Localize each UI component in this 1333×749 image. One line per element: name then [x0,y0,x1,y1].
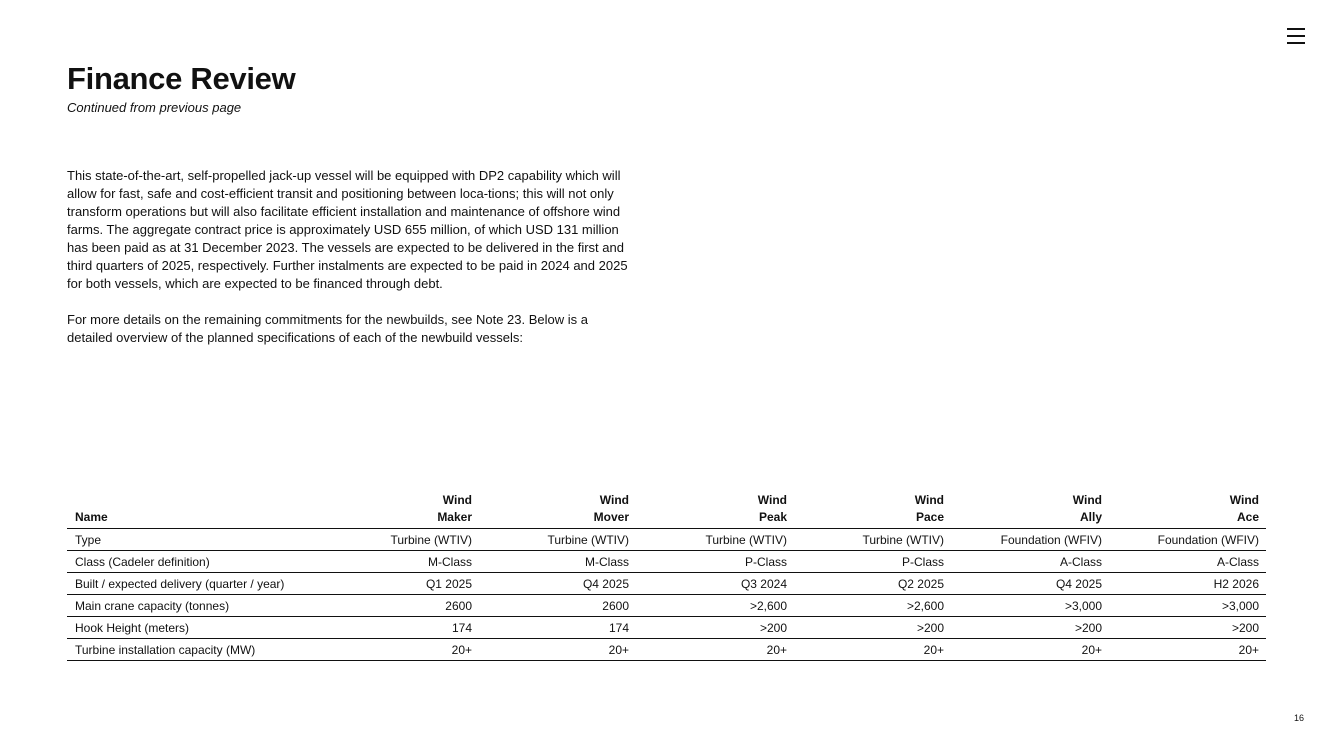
column-header-vessel: Wind Maker [357,491,479,529]
table-header-row [67,491,1266,529]
body-paragraph: This state-of-the-art, self-propelled jack-up vessel will be equipped with DP2 capability which will allow for fast, safe and cost-efficient transit and positioning between loca-tions; this will not only transform operations but will also facilitate efficient installation and maintenance of offshore wind farms. The aggregate contract price is approximately USD 655 million, of which USD 131 million has been paid as at 31 December 2023. The vessels are expected to be delivered in the first and third quarters of 2025, respectively. Further instalments are expected to be paid in 2024 and 2025 for both vessels, which are expected to be financed through debt. [67,168,628,291]
table-cell: >3,000 [1109,595,1266,617]
table-cell: >200 [951,617,1109,639]
table-cell: Foundation (WFIV) [951,529,1109,551]
column-header-vessel: Wind Pace [794,491,951,529]
table-cell: Turbine (WTIV) [794,529,951,551]
table-cell: 2600 [357,595,479,617]
table-cell: M-Class [357,551,479,573]
table-cell: H2 2026 [1109,573,1266,595]
column-header-vessel: Wind Ace [1109,491,1266,529]
body-paragraph: For more details on the remaining commitments for the newbuilds, see Note 23. Below is a detailed overview of the planned specifications of each of the newbuild vessels: [67,312,588,345]
table-cell: Q4 2025 [479,573,636,595]
table-cell: 174 [479,617,636,639]
hamburger-menu-icon[interactable] [1287,27,1305,44]
vessel-specifications-table [67,491,1266,661]
row-label: Hook Height (meters) [67,617,357,639]
table-cell: A-Class [951,551,1109,573]
table-cell: M-Class [479,551,636,573]
table-cell: 20+ [794,639,951,661]
table-row [67,529,1266,551]
body-text [67,167,637,365]
table-cell: 20+ [1109,639,1266,661]
table-row [67,617,1266,639]
table-cell: A-Class [1109,551,1266,573]
table-cell: 20+ [636,639,794,661]
table-cell: Q3 2024 [636,573,794,595]
table-cell: Q1 2025 [357,573,479,595]
row-label: Built / expected delivery (quarter / year) [67,573,357,595]
table-cell: >200 [794,617,951,639]
table-cell: >2,600 [636,595,794,617]
table-cell: 174 [357,617,479,639]
column-header-vessel: Wind Peak [636,491,794,529]
row-label: Main crane capacity (tonnes) [67,595,357,617]
table-cell: 20+ [951,639,1109,661]
table-cell: Foundation (WFIV) [1109,529,1266,551]
table-cell: >200 [636,617,794,639]
row-label: Class (Cadeler definition) [67,551,357,573]
page-subtitle: Continued from previous page [67,100,242,115]
page-number: 16 [1294,713,1305,723]
table-cell: 20+ [357,639,479,661]
table-cell: Q4 2025 [951,573,1109,595]
table-row [67,595,1266,617]
table-row [67,551,1266,573]
table-cell: P-Class [794,551,951,573]
table-cell: 2600 [479,595,636,617]
table-cell: Turbine (WTIV) [357,529,479,551]
table-cell: P-Class [636,551,794,573]
column-header-vessel: Wind Mover [479,491,636,529]
table-cell: Turbine (WTIV) [479,529,636,551]
table-cell: 20+ [479,639,636,661]
table-row [67,573,1266,595]
column-header-name: Name [67,491,357,529]
page-title: Finance Review [67,61,296,96]
column-header-vessel: Wind Ally [951,491,1109,529]
table-cell: Turbine (WTIV) [636,529,794,551]
table-cell: >3,000 [951,595,1109,617]
table-row [67,639,1266,661]
row-label: Type [67,529,357,551]
row-label: Turbine installation capacity (MW) [67,639,357,661]
table-cell: >200 [1109,617,1266,639]
table-cell: Q2 2025 [794,573,951,595]
table-cell: >2,600 [794,595,951,617]
